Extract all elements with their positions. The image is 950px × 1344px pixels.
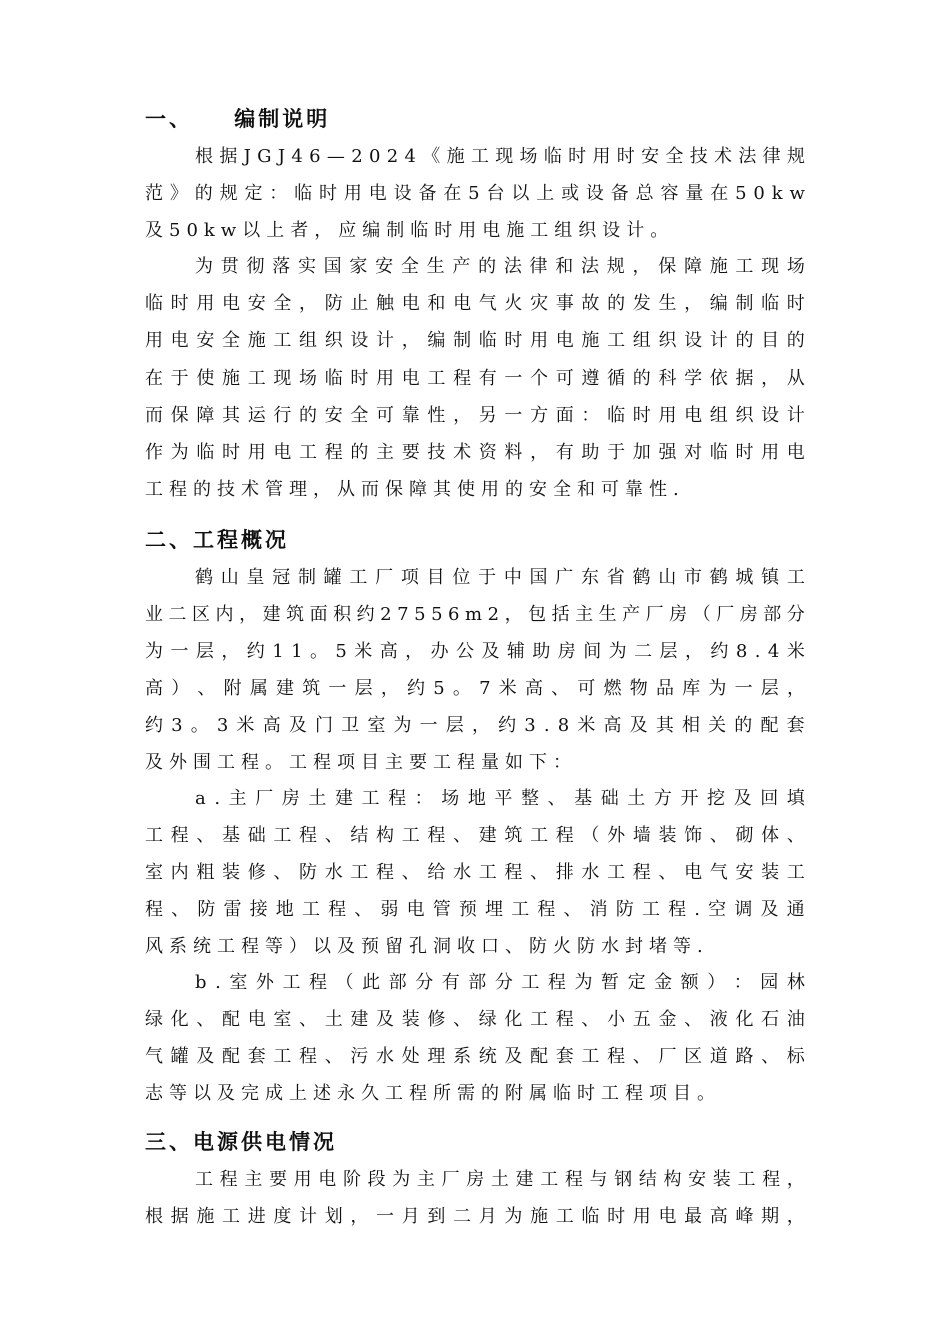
paragraph-line: 作 为 临 时 用 电 工 程 的 主 要 技 术 资 料 ， 有 助 于 加 强 对 临 时 用 电: [145, 442, 805, 463]
paragraph-line: 根 据 施 工 进 度 计 划 ， 一 月 到 二 月 为 施 工 临 时 用 电 最 高 峰 期 ，: [145, 1206, 805, 1227]
paragraph-line: 根 据 J G J 4 6 — 2 0 2 4 《 施 工 现 场 临 时 用 时 安 全 技 术 法 律 规: [195, 146, 805, 167]
paragraph-line: 为 贯 彻 落 实 国 家 安 全 生 产 的 法 律 和 法 规 ， 保 障 施 工 现 场: [195, 256, 805, 277]
paragraph-line: a . 主 厂 房 土 建 工 程 ： 场 地 平 整 、 基 础 土 方 开 挖 及 回 填: [195, 788, 805, 809]
paragraph-line: 程 、 防 雷 接 地 工 程 、 弱 电 管 预 埋 工 程 、 消 防 工 程 . 空 调 及 通: [145, 899, 805, 920]
paragraph-line: 用 电 安 全 施 工 组 织 设 计 ， 编 制 临 时 用 电 施 工 组 织 设 计 的 目 的: [145, 330, 805, 351]
paragraph-line: 绿 化 、 配 电 室 、 土 建 及 装 修 、 绿 化 工 程 、 小 五 金 、 液 化 石 油: [145, 1009, 805, 1030]
paragraph-line: 而 保 障 其 运 行 的 安 全 可 靠 性 ， 另 一 方 面 ： 临 时 用 电 组 织 设 计: [145, 405, 805, 426]
paragraph-line: 临 时 用 电 安 全 ， 防 止 触 电 和 电 气 火 灾 事 故 的 发 生 ， 编 制 临 时: [145, 293, 805, 314]
paragraph-line: b . 室 外 工 程 （ 此 部 分 有 部 分 工 程 为 暂 定 金 额 ） ： 园 林: [195, 972, 805, 993]
paragraph-line: 鹤 山 皇 冠 制 罐 工 厂 项 目 位 于 中 国 广 东 省 鹤 山 市 鹤 城 镇 工: [195, 567, 805, 588]
section-heading-3: 三、电源供电情况: [145, 1130, 337, 1154]
section-heading-1: 一、 编制说明: [145, 107, 331, 131]
section-heading-2: 二、工程概况: [145, 528, 289, 552]
paragraph-line: 高 ） 、 附 属 建 筑 一 层 ， 约 5 。 7 米 高 、 可 燃 物 品 库 为 一 层 ，: [145, 678, 805, 699]
paragraph-line: 在 于 使 施 工 现 场 临 时 用 电 工 程 有 一 个 可 遵 循 的 科 学 依 据 ， 从: [145, 368, 805, 389]
paragraph-line: 范 》 的 规 定 ： 临 时 用 电 设 备 在 5 台 以 上 或 设 备 总 容 量 在 5 0 k w: [145, 183, 805, 204]
paragraph-line: 风系统工程等）以及预留孔洞收口、防火防水封堵等.: [145, 936, 709, 957]
paragraph-line: 工程的技术管理，从而保障其使用的安全和可靠性.: [145, 479, 685, 500]
paragraph-line: 为 一 层 ， 约 1 1 。 5 米 高 ， 办 公 及 辅 助 房 间 为 二 层 ， 约 8 . 4 米: [145, 641, 805, 662]
paragraph-line: 及外围工程。工程项目主要工程量如下：: [145, 752, 577, 773]
paragraph-line: 工 程 主 要 用 电 阶 段 为 主 厂 房 土 建 工 程 与 钢 结 构 安 装 工 程 ，: [195, 1169, 805, 1190]
paragraph-line: 业 二 区 内 ， 建 筑 面 积 约 2 7 5 5 6 m 2 ， 包 括 主 生 产 厂 房 （ 厂 房 部 分: [145, 604, 805, 625]
paragraph-line: 工 程 、 基 础 工 程 、 结 构 工 程 、 建 筑 工 程 （ 外 墙 装 饰 、 砌 体 、: [145, 825, 805, 846]
paragraph-line: 志等以及完成上述永久工程所需的附属临时工程项目。: [145, 1083, 721, 1104]
paragraph-line: 气 罐 及 配 套 工 程 、 污 水 处 理 系 统 及 配 套 工 程 、 厂 区 道 路 、 标: [145, 1046, 805, 1067]
paragraph-line: 及50kw以上者，应编制临时用电施工组织设计。: [145, 220, 675, 241]
paragraph-line: 室 内 粗 装 修 、 防 水 工 程 、 给 水 工 程 、 排 水 工 程 、 电 气 安 装 工: [145, 862, 805, 883]
paragraph-line: 约 3 。 3 米 高 及 门 卫 室 为 一 层 ， 约 3 . 8 米 高 及 其 相 关 的 配 套: [145, 715, 805, 736]
